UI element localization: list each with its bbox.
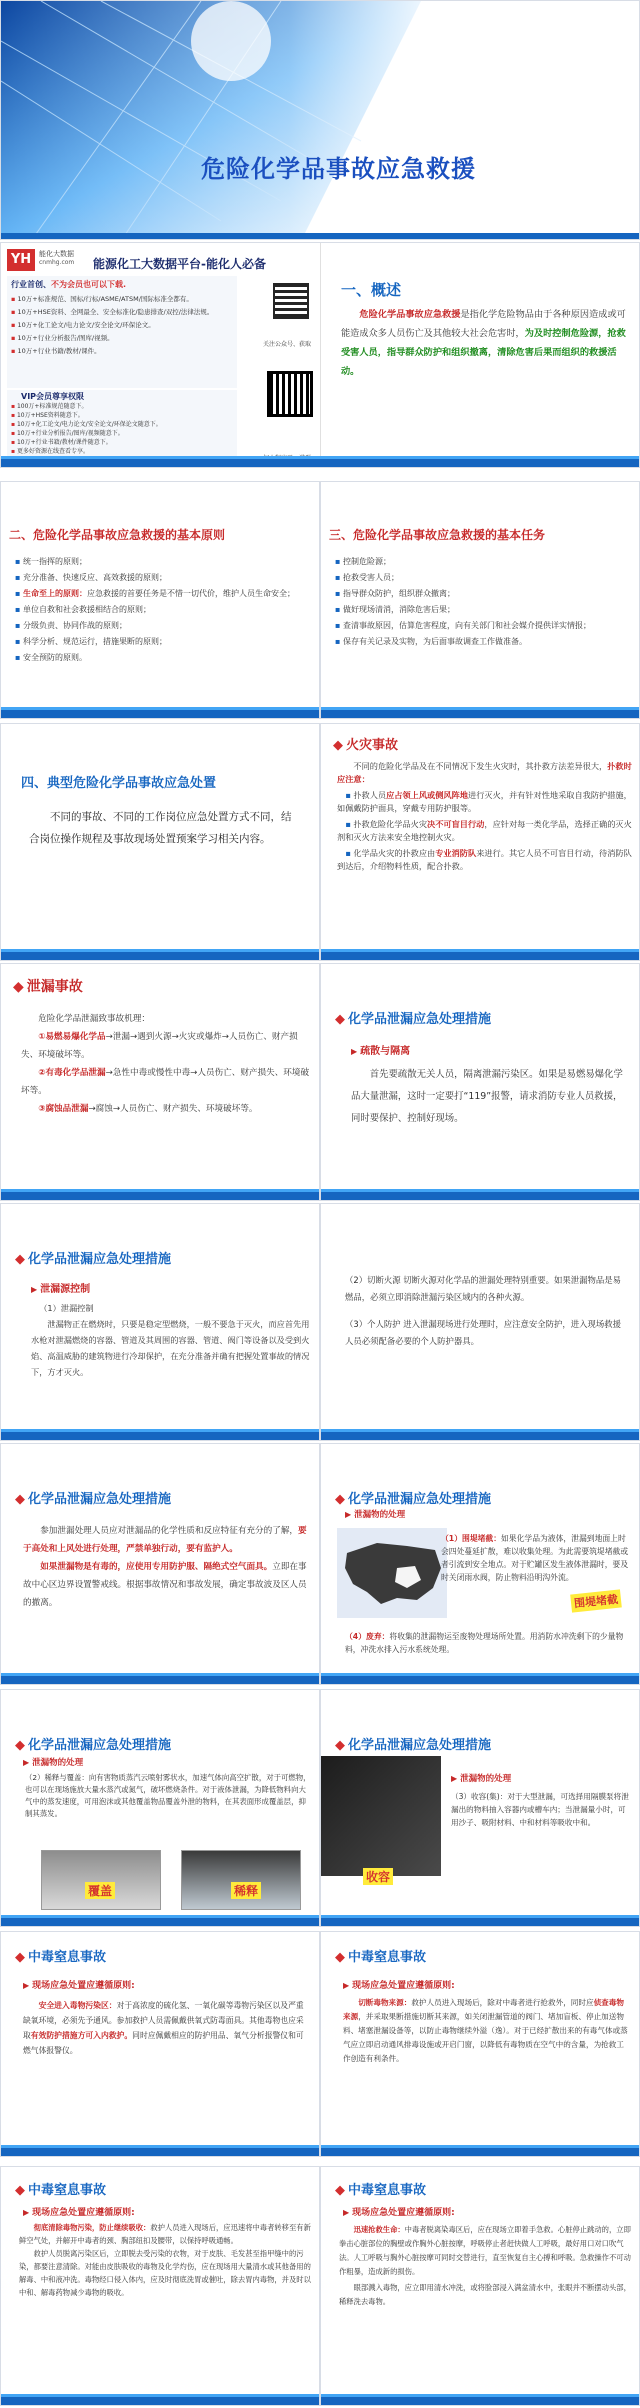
collect-sub: ▶ 泄漏物的处理 <box>451 1772 511 1784</box>
poison4-heading: ◆ 中毒窒息事故 <box>335 2179 426 2198</box>
brand-url-small: cnmhg.com <box>39 259 75 266</box>
logo: YH <box>7 249 35 271</box>
principles-heading: 二、危险化学品事故应急救援的基本原则 <box>9 528 226 542</box>
slide-fire <box>320 723 640 961</box>
slide-fire-source <box>320 1203 640 1441</box>
slide-tasks <box>320 481 640 719</box>
dike-image-label: 围堤堵截 <box>570 1589 622 1612</box>
brand-small: 能化大数据 <box>39 250 74 258</box>
evacuate-sub: ▶ 疏散与隔离 <box>351 1042 410 1057</box>
task-item: ▪ 做好现场清消，消除危害后果； <box>335 602 633 618</box>
tasks-list <box>335 554 633 650</box>
task-item: ▪ 指导群众防护，组织群众撤离； <box>335 586 633 602</box>
solar-panels-banner <box>1 1 640 240</box>
poison3-text: 彻底清除毒物污染，防止继续吸收：救护人员进入现场后，应迅速将中毒者转移至有新鲜空气处，并解开中毒者的颈、胸部纽扣及腰带，以保持呼吸通畅。 救护人员脱离污染区后，立即脱去受污染的衣物，对于皮肤、毛发甚至指甲缝中的污染，都要注意清除。对能由皮肤吸收的毒物及化学灼伤，应在现场用大量清水或其他备用的解毒、中和液冲洗。毒物经口侵入体内，应及时彻底洗胃或催吐，除去胃内毒物，并及时以中和、解毒药物减少毒物的吸收。 <box>19 2223 311 2297</box>
dike-sub: ▶ 泄漏物的处理 <box>345 1508 405 1520</box>
slide-bar <box>321 710 639 718</box>
task-item: ▪ 查清事故原因，估算危害程度，向有关部门和社会媒介提供详实情报； <box>335 618 633 634</box>
follow-label: 关注公众号、获取 <box>263 341 312 348</box>
slide-dilute <box>0 1689 320 1927</box>
ad-list-item: ▪ 10万+化工论文/电力论文/安全论文/环保论文。 <box>11 321 155 329</box>
evacuate-heading: ◆ 化学品泄漏应急处理措施 <box>335 1008 491 1027</box>
collect-label: 收容 <box>363 1868 393 1885</box>
page-title: 危险化学品事故应急救援 <box>201 155 476 183</box>
fire-source-text: （2）切断火源 切断火源对化学品的泄漏处理特别重要。如果泄漏物品是易燃品，必须立即消除泄漏污染区域内的各种火源。 （3）个人防护 进入泄漏现场进行处理时，应注意安全防护，进入现场救援人员必须配备必要的个人防护器具。 <box>345 1275 621 1346</box>
slide-handling-1 <box>0 1443 320 1685</box>
map-image <box>337 1528 447 1618</box>
source-heading: ◆ 化学品泄漏应急处理措施 <box>15 1248 171 1267</box>
slide-bar <box>321 1676 639 1684</box>
platform-title: 能源化工大数据平台-能化人必备 <box>93 257 266 271</box>
overview-text: 危险化学品事故应急救援是指化学危险物品由于各种原因造成或可能造成众多人员伤亡及其他较大社会危害时，为及时控制危险源，抢救受害人员，指导群众防护和组织撤离，清除危害后果而组织的救援活动。 <box>341 309 626 377</box>
handling1-heading: ◆ 化学品泄漏应急处理措施 <box>15 1488 171 1507</box>
vip-title: VIP会员尊享权限 <box>21 392 85 401</box>
slide-bar <box>321 1432 639 1440</box>
qr-code-1 <box>273 283 309 319</box>
ad-list-item: ▪ 更多好资源在线查看专享。 <box>11 448 89 455</box>
slide-poison-3 <box>0 2166 320 2406</box>
source-text: （1）泄漏控制 泄漏物正在燃烧时，只要是稳定型燃烧，一般不要急于灭火，而应首先用水枪对泄漏燃烧的容器、管道及其周围的容器、管道、阀门等设备以及受到火焰、高温威胁的建筑物进行冷却保护，在充分准备并确有把握处置事故的情况下，方才灭火。 <box>31 1303 310 1377</box>
dike-text: （1）围堤堵截：如果化学品为液体，泄漏到地面上时会四处蔓延扩散，难以收集处理。为此需要筑堤堵截或者引流到安全地点。对于贮罐区发生液体泄漏时，要及时关闭雨水阀，防止物料沿明沟外流。 <box>441 1534 629 1582</box>
dilute-label: 稀释 <box>231 1882 261 1899</box>
waste-text: （4）废弃：将收集的泄漏物运至废物处理场所处置。用消防水冲洗剩下的少量物料，冲洗水排入污水系统处理。 <box>345 1632 624 1654</box>
slide-bar <box>1 952 319 960</box>
slide-bar <box>1 1192 319 1200</box>
typical-heading: 四、典型危险化学品事故应急处置 <box>21 776 217 791</box>
slide-evacuate <box>320 963 640 1201</box>
ad-list-item: ▪ 10万+行业书籍/教材/课件。 <box>11 347 101 355</box>
vip-items <box>11 402 162 456</box>
principle-item: ▪ 科学分析、规范运行，措施果断的原则； <box>15 634 315 650</box>
task-item: ▪ 抢救受害人员； <box>335 570 633 586</box>
tasks-heading: 三、危险化学品事故应急救援的基本任务 <box>329 528 546 542</box>
principle-item: ▪ 生命至上的原则：应急救援的首要任务是不惜一切代价，维护人员生命安全； <box>15 586 315 602</box>
slide-collect <box>320 1689 640 1927</box>
task-item: ▪ 控制危险源； <box>335 554 633 570</box>
qr-code-2 <box>267 371 313 417</box>
poison4-text: 迅速抢救生命：中毒者脱离染毒区后，应在现场立即着手急救。心脏停止跳动的，立即拳击心脏部位的胸壁或作胸外心脏按摩，呼吸停止者赶快做人工呼吸，最好用口对口吹气法。人工呼吸与胸外心脏按摩可同时交替进行，直至恢复自主心搏和呼吸。急救操作不可动作粗暴，造成新的损伤。 眼部溅入毒物，应立即用清水冲洗，或将脸部浸入满盆清水中，张眼并不断摆动头部，稀释洗去毒物。 <box>339 2225 631 2306</box>
leak-text: 危险化学品泄漏致事故机理： ①易燃易爆化学品→泄漏→遇到火源→火灾或爆炸→人员伤亡、财产损失、环境破坏等。 ②有毒化学品泄漏→急性中毒或慢性中毒→人员伤亡、财产损失、环境破坏等。 ③腐蚀品泄漏→腐蚀→人员伤亡、财产损失、环境破坏等。 <box>21 1014 310 1114</box>
slide-bar <box>1 2397 319 2405</box>
slide-principles <box>0 481 320 719</box>
slide-bar <box>1 2148 319 2156</box>
overview-heading: 一、概述 <box>341 281 402 299</box>
collect-heading: ◆ 化学品泄漏应急处理措施 <box>335 1734 491 1753</box>
typical-text: 不同的事故、不同的工作岗位应急处置方式不同，结合岗位操作规程及事故现场处置预案学习相关内容。 <box>29 811 292 845</box>
principle-item: ▪ 统一指挥的原则； <box>15 554 315 570</box>
slide-bar <box>321 952 639 960</box>
ad-items <box>11 293 213 358</box>
slide-typical <box>0 723 320 961</box>
slide-bar <box>1 1676 319 1684</box>
ad-list-item: ▪ 10万+HSE资料、全网最全、安全标准化/隐患排查/双控/法律法规。 <box>11 308 214 316</box>
task-item: ▪ 保存有关记录及实物，为后面事故调查工作做准备。 <box>335 634 633 650</box>
slide-overview <box>0 242 640 468</box>
ad-list-item: ▪ 10万+化工论文/电力论文/安全论文/环保论文随意下。 <box>11 421 162 428</box>
cover-label: 覆盖 <box>85 1882 115 1899</box>
principle-item: ▪ 安全预防的原则。 <box>15 650 315 666</box>
slide-poison-4 <box>320 2166 640 2406</box>
cover-image <box>41 1850 161 1910</box>
slide-title <box>0 0 640 240</box>
poison1-text: 安全进入毒物污染区：对于高浓度的硫化氢、一氧化碳等毒物污染区以及严重缺氧环境，必须先予通风。参加救护人员需佩戴供氧式防毒面具。其他毒物也应采取有效防护措施方可入内救护。同时应佩戴相应的防护用品、氧气分析报警仪和可燃气体报警仪。 <box>23 2001 304 2055</box>
slide-bar <box>321 2397 639 2405</box>
ad-list-item: ▪ 10万+HSE资料随意下。 <box>11 412 84 419</box>
slide-bar <box>1 1918 319 1926</box>
ad-list-item: ▪ 10万+行业分析报告/图库/视频。 <box>11 334 114 342</box>
industry-line: 行业首创、不为会员也可以下载. <box>11 280 127 289</box>
fire-heading: ◆ 火灾事故 <box>333 734 398 753</box>
slide-dike <box>320 1443 640 1685</box>
slide-bar <box>1 459 639 467</box>
slide-bar <box>321 1192 639 1200</box>
leak-heading: ◆ 泄漏事故 <box>13 976 83 996</box>
dike-heading: ◆ 化学品泄漏应急处理措施 <box>335 1488 491 1507</box>
ad-list-item: ▪ 100万+标准规范随意下。 <box>11 403 88 410</box>
dilute-heading: ◆ 化学品泄漏应急处理措施 <box>15 1734 171 1753</box>
slide-bar <box>321 2148 639 2156</box>
dilute-image <box>181 1850 301 1910</box>
poison4-sub: ▶ 现场应急处置应遵循原则: <box>343 2205 455 2218</box>
poison1-heading: ◆ 中毒窒息事故 <box>15 1946 106 1965</box>
poison2-heading: ◆ 中毒窒息事故 <box>335 1946 426 1965</box>
principles-list <box>15 554 315 666</box>
poison2-sub: ▶ 现场应急处置应遵循原则: <box>343 1978 455 1991</box>
ad-list-item: ▪ 10万+标准规范、国标/行标/ASME/ATSM/国际标准全都有。 <box>11 295 193 303</box>
slide-bar <box>1 710 319 718</box>
principle-item: ▪ 充分准备、快速反应、高效救援的原则； <box>15 570 315 586</box>
slide-source-control <box>0 1203 320 1441</box>
dilute-text: （2）稀释与覆盖：向有害物质蒸汽云喷射雾状水，加速气体向高空扩散，对于可燃物，也可以在现场施放大量水蒸汽或氮气，破坏燃烧条件。对于液体泄漏，为降低物料向大气中的蒸发速度，可用泡沫或其他覆盖物品覆盖外泄的物料，在其表面形成覆盖层，抑制其蒸发。 <box>25 1773 311 1818</box>
ad-list-item: ▪ 10万+行业分析报告/图库/视频随意下。 <box>11 430 124 437</box>
slide-poison-2 <box>320 1931 640 2157</box>
collect-text: （3）收容(集)：对于大型泄漏，可选择用隔膜泵将泄漏出的物料抽入容器内或槽车内；当泄漏量小时，可用沙子、吸附材料、中和材料等吸收中和。 <box>451 1792 629 1827</box>
dilute-sub: ▶ 泄漏物的处理 <box>23 1756 83 1768</box>
poison3-heading: ◆ 中毒窒息事故 <box>15 2179 106 2198</box>
evacuate-text: 首先要疏散无关人员，隔离泄漏污染区。如果是易燃易爆化学品大量泄漏，这时一定要打“119”报警，请求消防专业人员救援，同时要保护、控制好现场。 <box>351 1069 623 1124</box>
principle-item: ▪ 单位自救和社会救援相结合的原则； <box>15 602 315 618</box>
slide-bar <box>321 1918 639 1926</box>
poison3-sub: ▶ 现场应急处置应遵循原则: <box>23 2205 135 2218</box>
ad-panel <box>1 243 321 468</box>
ad-list-item: ▪ 10万+行业书籍/教材/课件随意下。 <box>11 439 112 446</box>
poison2-text: 切断毒物来源：救护人员进入现场后，除对中毒者进行抢救外，同时应侦查毒物来源，并采取果断措施切断其来源，如关闭泄漏管道的阀门、堵加盲板、停止加送物料、堵塞泄漏设备等，以防止毒物继续外溢（逸）。对于已经扩散出来的有毒气体或蒸气应立即启动通风排毒设施或开启门窗，以降低有毒物质在空气中的含量，为抢救工作创造有利条件。 <box>343 1998 628 2063</box>
poison1-sub: ▶ 现场应急处置应遵循原则: <box>23 1978 135 1991</box>
source-sub: ▶ 泄漏源控制 <box>31 1280 90 1295</box>
handling1-text: 参加泄漏处理人员应对泄漏品的化学性质和反应特征有充分的了解，要于高处和上风处进行处理，严禁单独行动，要有监护人。 如果泄漏物是有毒的，应使用专用防护服、隔绝式空气面具。立即在事故中心区边界设置警戒线。根据事故情况和事故发展，确定事故波及区人员的撤离。 <box>23 1526 307 1608</box>
fire-text: 不同的危险化学品及在不同情况下发生火灾时，其扑救方法差异很大，扑救时应注意： ▪ 扑救人员应占领上风或侧风阵地进行灭火，并有针对性地采取自我防护措施，如佩戴防护面具，穿戴专用防护服等。 ▪ 扑救危险化学品火灾决不可盲目行动，应针对每一类化学品，选择正确的灭火剂和灭火方法来安全地控制火灾。 ▪ 化学品火灾的扑救应由专业消防队来进行。其它人员不可盲目行动，待消防队到达后，介绍物料性质，配合扑救。 <box>337 761 632 871</box>
slide-bar <box>1 1432 319 1440</box>
principle-item: ▪ 分级负责、协同作战的原则； <box>15 618 315 634</box>
slide-poison-1 <box>0 1931 320 2157</box>
slide-leak <box>0 963 320 1201</box>
collect-image <box>321 1756 441 1876</box>
